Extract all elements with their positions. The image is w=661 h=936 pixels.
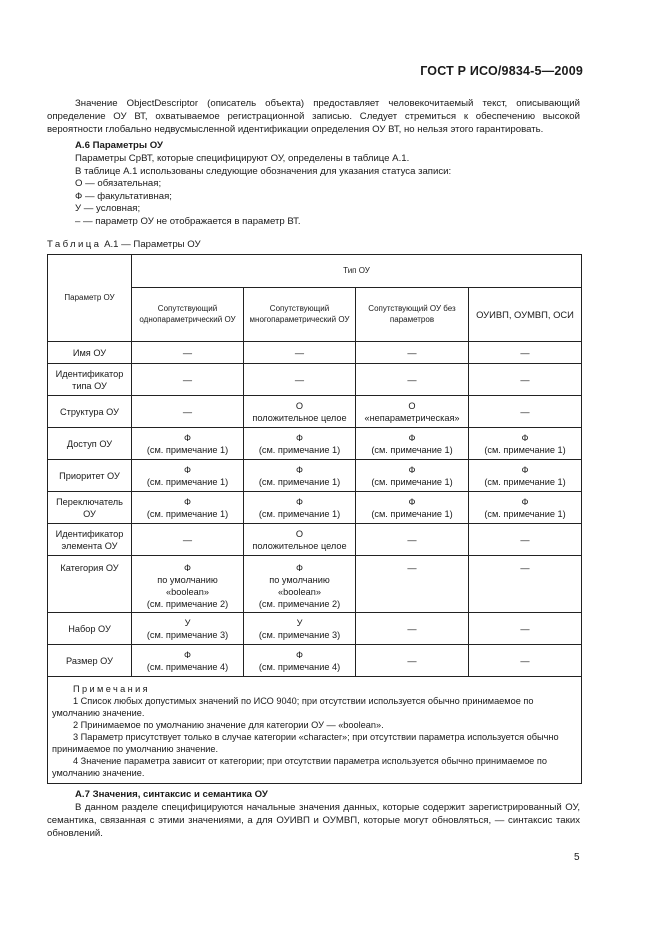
cell-multi-param: У (см. примечание 3) bbox=[244, 613, 356, 645]
cell-ouivp: — bbox=[469, 342, 582, 364]
section-a6-line-2: В таблице А.1 использованы следующие обозначения для указания статуса записи: bbox=[75, 166, 452, 177]
cell-single-param: Ф (см. примечание 1) bbox=[132, 428, 244, 460]
cell-multi-param: Ф (см. примечание 1) bbox=[244, 460, 356, 492]
note-3: 3 Параметр присутствует только в случае категории «character»; при отсутствии параметра используется обычно принимаемое по умолчанию значение. bbox=[52, 732, 559, 754]
table-caption-prefix: Таблица bbox=[47, 239, 102, 250]
table-caption-title: А.1 — Параметры ОУ bbox=[104, 239, 201, 250]
table-row bbox=[48, 524, 582, 556]
cell-ouivp: — bbox=[469, 556, 582, 613]
cell-ouivp: — bbox=[469, 645, 582, 677]
cell-single-param: — bbox=[132, 342, 244, 364]
col-header-no-param: Сопутствующий ОУ без параметров bbox=[356, 288, 469, 342]
row-param-name: Структура ОУ bbox=[48, 396, 132, 428]
cell-single-param: Ф (см. примечание 1) bbox=[132, 492, 244, 524]
cell-multi-param: Ф (см. примечание 1) bbox=[244, 428, 356, 460]
legend-item-not-mapped: – — параметр ОУ не отображается в параметр ВТ. bbox=[75, 216, 301, 227]
cell-ouivp: — bbox=[469, 613, 582, 645]
table-row bbox=[48, 613, 582, 645]
legend-item-mandatory: О — обязательная; bbox=[75, 178, 162, 189]
row-param-name: Идентификатор типа ОУ bbox=[48, 364, 132, 396]
table-row bbox=[48, 342, 582, 364]
document-code: ГОСТ Р ИСО/9834-5—2009 bbox=[420, 64, 583, 78]
section-a7-title: А.7 Значения, синтаксис и семантика ОУ bbox=[75, 789, 268, 800]
table-row bbox=[48, 460, 582, 492]
cell-ouivp: Ф (см. примечание 1) bbox=[469, 428, 582, 460]
page-number: 5 bbox=[574, 852, 580, 863]
notes-cell bbox=[48, 677, 582, 784]
cell-no-param: Ф (см. примечание 1) bbox=[356, 460, 469, 492]
row-param-name: Переключатель ОУ bbox=[48, 492, 132, 524]
cell-no-param: — bbox=[356, 342, 469, 364]
cell-ouivp: — bbox=[469, 364, 582, 396]
section-a6-line-1: Параметры СрВТ, которые специфицируют ОУ, определены в таблице А.1. bbox=[75, 153, 410, 164]
note-4: 4 Значение параметра зависит от категории; при отсутствии параметра используется обычно принимаемое по умолчанию значение. bbox=[52, 756, 547, 778]
cell-single-param: — bbox=[132, 524, 244, 556]
col-header-ouivp: ОУИВП, ОУМВП, ОСИ bbox=[469, 288, 582, 342]
table-row bbox=[48, 396, 582, 428]
table-row bbox=[48, 364, 582, 396]
cell-ouivp: Ф (см. примечание 1) bbox=[469, 460, 582, 492]
table-caption bbox=[47, 239, 201, 250]
col-header-multi-param: Сопутствующий многопараметрический ОУ bbox=[244, 288, 356, 342]
cell-no-param: — bbox=[356, 613, 469, 645]
cell-ouivp: Ф (см. примечание 1) bbox=[469, 492, 582, 524]
note-1: 1 Список любых допустимых значений по ИСО 9040; при отсутствии используется обычно принимаемое по умолчанию значение. bbox=[52, 696, 534, 718]
row-param-name: Доступ ОУ bbox=[48, 428, 132, 460]
parameters-table bbox=[47, 254, 582, 784]
cell-no-param: О «непараметрическая» bbox=[356, 396, 469, 428]
cell-single-param: — bbox=[132, 364, 244, 396]
cell-no-param: — bbox=[356, 524, 469, 556]
notes-title: Примечания bbox=[73, 684, 151, 694]
row-param-name: Имя ОУ bbox=[48, 342, 132, 364]
note-2: 2 Принимаемое по умолчанию значение для категории ОУ — «boolean». bbox=[73, 720, 384, 730]
cell-single-param: Ф (см. примечание 4) bbox=[132, 645, 244, 677]
cell-single-param: — bbox=[132, 396, 244, 428]
type-column-header: Тип ОУ bbox=[132, 255, 582, 288]
notes-row bbox=[48, 677, 582, 784]
legend-item-optional: Ф — факультативная; bbox=[75, 191, 172, 202]
cell-single-param: Ф по умолчанию «boolean» (см. примечание 2) bbox=[132, 556, 244, 613]
row-param-name: Размер ОУ bbox=[48, 645, 132, 677]
col-header-single-param: Сопутствующий однопараметрический ОУ bbox=[132, 288, 244, 342]
table-row bbox=[48, 645, 582, 677]
cell-multi-param: О положительное целое bbox=[244, 524, 356, 556]
row-param-name: Категория ОУ bbox=[48, 556, 132, 613]
row-param-name: Идентификатор элемента ОУ bbox=[48, 524, 132, 556]
table-row bbox=[48, 556, 582, 613]
cell-multi-param: Ф (см. примечание 1) bbox=[244, 492, 356, 524]
cell-ouivp: — bbox=[469, 524, 582, 556]
param-column-header: Параметр ОУ bbox=[48, 255, 132, 342]
cell-multi-param: — bbox=[244, 342, 356, 364]
cell-single-param: Ф (см. примечание 1) bbox=[132, 460, 244, 492]
cell-no-param: Ф (см. примечание 1) bbox=[356, 492, 469, 524]
cell-single-param: У (см. примечание 3) bbox=[132, 613, 244, 645]
cell-no-param: Ф (см. примечание 1) bbox=[356, 428, 469, 460]
cell-multi-param: Ф (см. примечание 4) bbox=[244, 645, 356, 677]
table-row bbox=[48, 428, 582, 460]
table-row bbox=[48, 492, 582, 524]
table-header-row-1 bbox=[48, 255, 582, 288]
section-a7-paragraph: В данном разделе специфицируются начальные значения данных, которые содержит зарегистрированный ОУ, семантика, связанная с этими значениями, а для ОУИВП и ОУМВП, которые могут обновляться, — синтаксис таких обновлений. bbox=[47, 802, 580, 839]
cell-multi-param: Ф по умолчанию «boolean» (см. примечание 2) bbox=[244, 556, 356, 613]
cell-no-param: — bbox=[356, 645, 469, 677]
cell-no-param: — bbox=[356, 364, 469, 396]
section-a6-title: А.6 Параметры ОУ bbox=[75, 140, 163, 151]
row-param-name: Набор ОУ bbox=[48, 613, 132, 645]
legend-item-conditional: У — условная; bbox=[75, 203, 141, 214]
intro-paragraph: Значение ObjectDescriptor (описатель объекта) предоставляет человекочитаемый текст, описывающий определение ОУ ВТ, охватываемое регистрационной записью. Следует стремиться к обеспечению высокой вероятности глобально недвусмысленной идентификации определения ОУ ВТ, но нельзя этого гарантировать. bbox=[47, 98, 580, 135]
cell-no-param: — bbox=[356, 556, 469, 613]
cell-ouivp: — bbox=[469, 396, 582, 428]
cell-multi-param: О положительное целое bbox=[244, 396, 356, 428]
row-param-name: Приоритет ОУ bbox=[48, 460, 132, 492]
cell-multi-param: — bbox=[244, 364, 356, 396]
